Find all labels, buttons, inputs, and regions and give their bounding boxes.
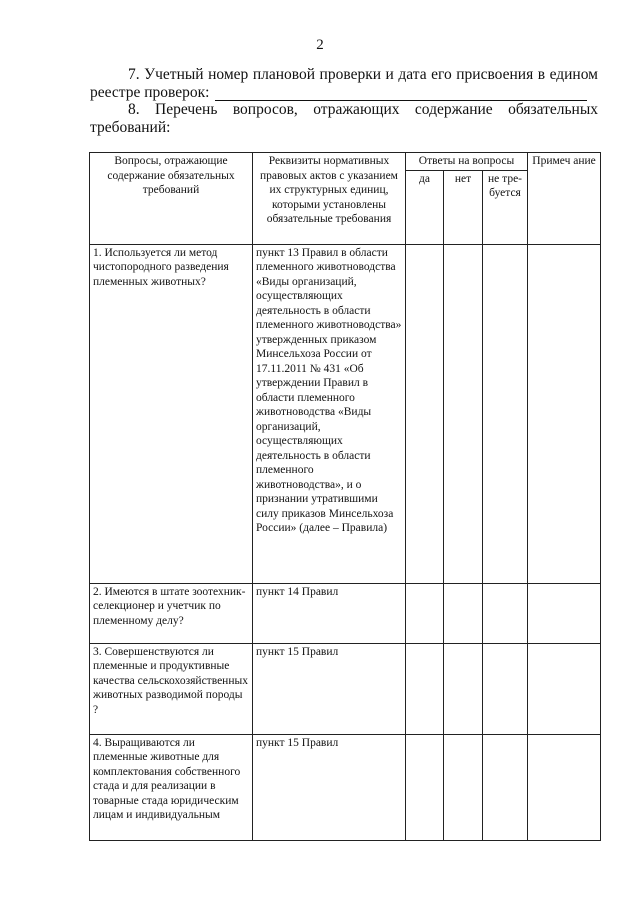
- question-cell: 3. Совершенствуются ли племенные и продуктивные качества сельскохозяйственных животных разводимой породы ?: [90, 643, 253, 734]
- item7-line1: 7. Учетный номер плановой проверки и дата его присвоения в едином: [128, 66, 598, 83]
- note-cell[interactable]: [528, 734, 601, 840]
- item7-line2: реестре проверок:: [90, 84, 210, 101]
- question-cell: 2. Имеются в штате зоотехник-селекционер и учетчик по племенному делу?: [90, 583, 253, 643]
- requirements-table: [89, 152, 601, 841]
- answer-no-cell[interactable]: [444, 583, 483, 643]
- requisite-cell: пункт 14 Правил: [253, 583, 406, 643]
- header-not-required: не тре-буется: [483, 170, 528, 244]
- note-cell[interactable]: [528, 583, 601, 643]
- answer-no-cell[interactable]: [444, 643, 483, 734]
- header-no: нет: [444, 170, 483, 244]
- header-requisites: Реквизиты нормативных правовых актов с указанием их структурных единиц, которыми установлены обязательные требования: [253, 153, 406, 245]
- header-yes: да: [406, 170, 444, 244]
- table-row: [90, 244, 601, 583]
- answer-yes-cell[interactable]: [406, 244, 444, 583]
- requisite-cell: пункт 15 Правил: [253, 643, 406, 734]
- requisite-cell: пункт 15 Правил: [253, 734, 406, 840]
- header-questions: Вопросы, отражающие содержание обязательных требований: [90, 153, 253, 245]
- answer-yes-cell[interactable]: [406, 643, 444, 734]
- requisite-cell: пункт 13 Правил в области племенного животноводства «Виды организаций, осуществляющих деятельность в области племенного животноводства» утвержденных приказом Минсельхоза России от 17.11.2011 № 431 «Об утверждении Правил в области племенного животноводства «Виды организаций, осуществляющих деятельность в области племенного животноводства», и о признании утратившими силу приказов Минсельхоза России» (далее – Правила): [253, 244, 406, 583]
- answer-yes-cell[interactable]: [406, 734, 444, 840]
- answer-no-cell[interactable]: [444, 734, 483, 840]
- answer-not-required-cell[interactable]: [483, 583, 528, 643]
- answer-not-required-cell[interactable]: [483, 734, 528, 840]
- note-cell[interactable]: [528, 244, 601, 583]
- question-cell: 4. Выращиваются ли племенные животные для комплектования собственного стада и для реализации в товарные стада юридическим лицам и индивидуальным: [90, 734, 253, 840]
- answer-not-required-cell[interactable]: [483, 244, 528, 583]
- page-number: 2: [316, 37, 324, 53]
- note-cell[interactable]: [528, 643, 601, 734]
- table-row: [90, 583, 601, 643]
- item8-line1: 8. Перечень вопросов, отражающих содержание обязательных: [128, 101, 598, 118]
- answer-no-cell[interactable]: [444, 244, 483, 583]
- answer-not-required-cell[interactable]: [483, 643, 528, 734]
- table-row: [90, 734, 601, 840]
- header-note: Примеч ание: [528, 153, 601, 245]
- item8-line2: требований:: [90, 119, 171, 136]
- answer-yes-cell[interactable]: [406, 583, 444, 643]
- table-row: [90, 643, 601, 734]
- header-answers: Ответы на вопросы: [406, 153, 528, 171]
- question-cell: 1. Используется ли метод чистопородного разведения племенных животных?: [90, 244, 253, 583]
